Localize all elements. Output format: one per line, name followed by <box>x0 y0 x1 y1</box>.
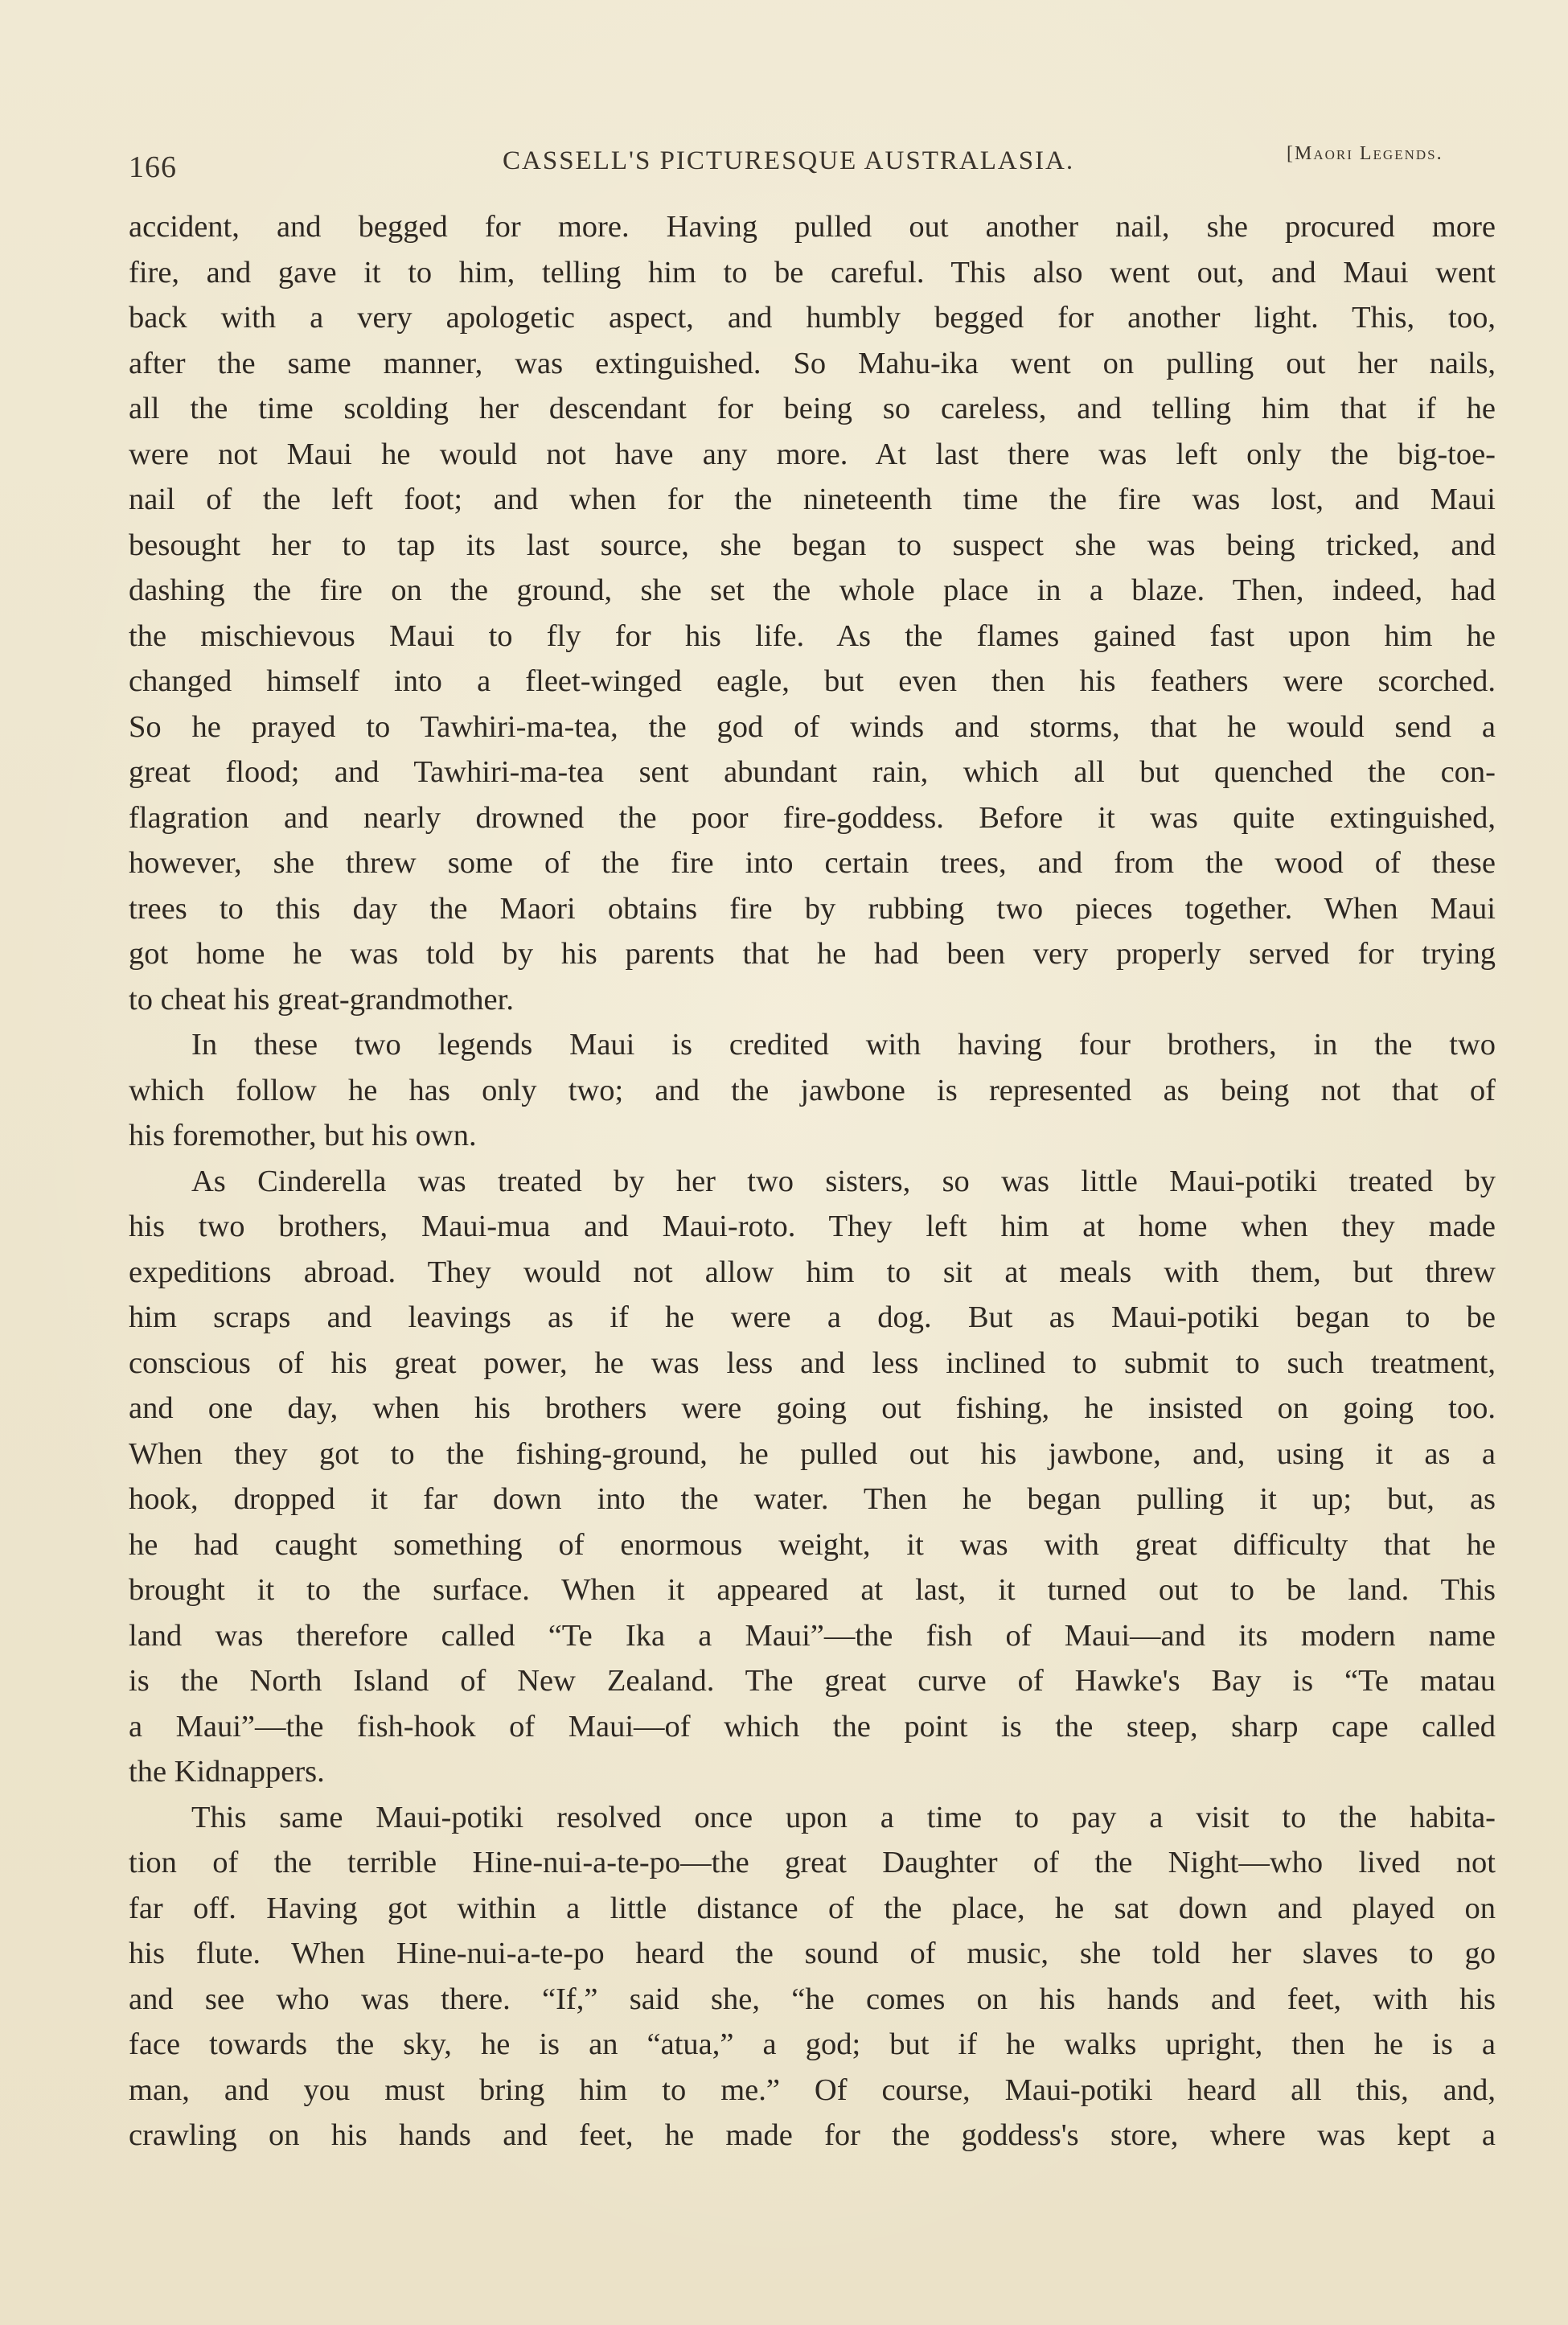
text-line: trees to this day the Maori obtains fire by rubbing two pieces together. When Maui <box>129 891 1496 926</box>
text-line: man, and you must bring him to me.” Of course, Maui-potiki heard all this, and, <box>129 2072 1496 2107</box>
text-line: which follow he has only two; and the jawbone is represented as being not that of <box>129 1073 1496 1107</box>
running-title: CASSELL'S PICTURESQUE AUSTRALASIA. <box>503 146 1075 175</box>
text-line: As Cinderella was treated by her two sisters, so was little Maui-potiki treated by <box>191 1164 1496 1198</box>
text-line: changed himself into a fleet-winged eagle, but even then his feathers were scorched. <box>129 664 1496 698</box>
text-line: a Maui”—the fish-hook of Maui—of which the point is the steep, sharp cape called <box>129 1709 1496 1744</box>
body-text <box>129 204 1496 2159</box>
text-line: crawling on his hands and feet, he made for the goddess's store, where was kept a <box>129 2118 1496 2152</box>
text-line: land was therefore called “Te Ika a Maui”—the fish of Maui—and its modern name <box>129 1618 1496 1653</box>
page-number: 166 <box>129 150 177 184</box>
text-line: tion of the terrible Hine-nui-a-te-po—the great Daughter of the Night—who lived not <box>129 1846 1496 1879</box>
text-line: the Kidnappers. <box>129 1755 325 1789</box>
text-line: after the same manner, was extinguished. So Mahu-ika went on pulling out her nails, <box>129 346 1496 380</box>
text-line: great flood; and Tawhiri-ma-tea sent abundant rain, which all but quenched the con- <box>129 755 1496 789</box>
text-line: his flute. When Hine-nui-a-te-po heard the sound of music, she told her slaves to go <box>129 1937 1496 1970</box>
text-line: hook, dropped it far down into the water. Then he began pulling it up; but, as <box>129 1482 1496 1516</box>
text-line: and see who was there. “If,” said she, “he comes on his hands and feet, with his <box>129 1982 1496 2016</box>
text-line: back with a very apologetic aspect, and humbly begged for another light. This, too, <box>129 301 1496 335</box>
text-line: and one day, when his brothers were going out fishing, he insisted on going too. <box>129 1391 1496 1425</box>
text-line: he had caught something of enormous weight, it was with great difficulty that he <box>129 1527 1496 1562</box>
text-line: In these two legends Maui is credited with having four brothers, in the two <box>191 1028 1496 1062</box>
text-line: got home he was told by his parents that he had been very properly served for trying <box>129 937 1496 971</box>
text-line: dashing the fire on the ground, she set the whole place in a blaze. Then, indeed, had <box>129 573 1496 607</box>
text-line: besought her to tap its last source, she began to suspect she was being tricked, and <box>129 528 1496 562</box>
text-line: all the time scolding her descendant for being so careless, and telling him that if he <box>129 392 1496 425</box>
text-line: fire, and gave it to him, telling him to be careful. This also went out, and Maui went <box>129 255 1496 290</box>
text-line: to cheat his great-grandmother. <box>129 982 514 1017</box>
text-line: flagration and nearly drowned the poor fire-goddess. Before it was quite extinguished, <box>129 800 1496 835</box>
text-line: This same Maui-potiki resolved once upon a time to pay a visit to the habita- <box>191 1800 1496 1834</box>
text-line: the mischievous Maui to fly for his life. As the flames gained fast upon him he <box>129 618 1496 653</box>
text-line: his two brothers, Maui-mua and Maui-roto. They left him at home when they made <box>129 1210 1496 1243</box>
text-line: brought it to the surface. When it appeared at last, it turned out to be land. This <box>129 1573 1496 1607</box>
text-line: expeditions abroad. They would not allow him to sit at meals with them, but threw <box>129 1255 1496 1289</box>
section-title: [Maori Legends. <box>1287 143 1443 164</box>
text-line: When they got to the fishing-ground, he pulled out his jawbone, and, using it as a <box>129 1436 1496 1471</box>
page-header <box>129 135 1496 191</box>
text-line: were not Maui he would not have any more. At last there was left only the big-toe- <box>129 437 1496 471</box>
text-line: far off. Having got within a little distance of the place, he sat down and played on <box>129 1891 1496 1925</box>
text-line: him scraps and leavings as if he were a dog. But as Maui-potiki began to be <box>129 1300 1496 1334</box>
text-line: his foremother, but his own. <box>129 1119 477 1152</box>
text-line: nail of the left foot; and when for the nineteenth time the fire was lost, and Maui <box>129 483 1496 516</box>
text-line: is the North Island of New Zealand. The great curve of Hawke's Bay is “Te matau <box>129 1664 1496 1698</box>
text-line: So he prayed to Tawhiri-ma-tea, the god of winds and storms, that he would send a <box>129 709 1496 744</box>
text-line: however, she threw some of the fire into certain trees, and from the wood of these <box>129 846 1496 880</box>
text-line: face towards the sky, he is an “atua,” a god; but if he walks upright, then he is a <box>129 2027 1496 2061</box>
text-line: conscious of his great power, he was less and less inclined to submit to such treatment, <box>129 1345 1496 1380</box>
text-line: accident, and begged for more. Having pulled out another nail, she procured more <box>129 210 1496 244</box>
